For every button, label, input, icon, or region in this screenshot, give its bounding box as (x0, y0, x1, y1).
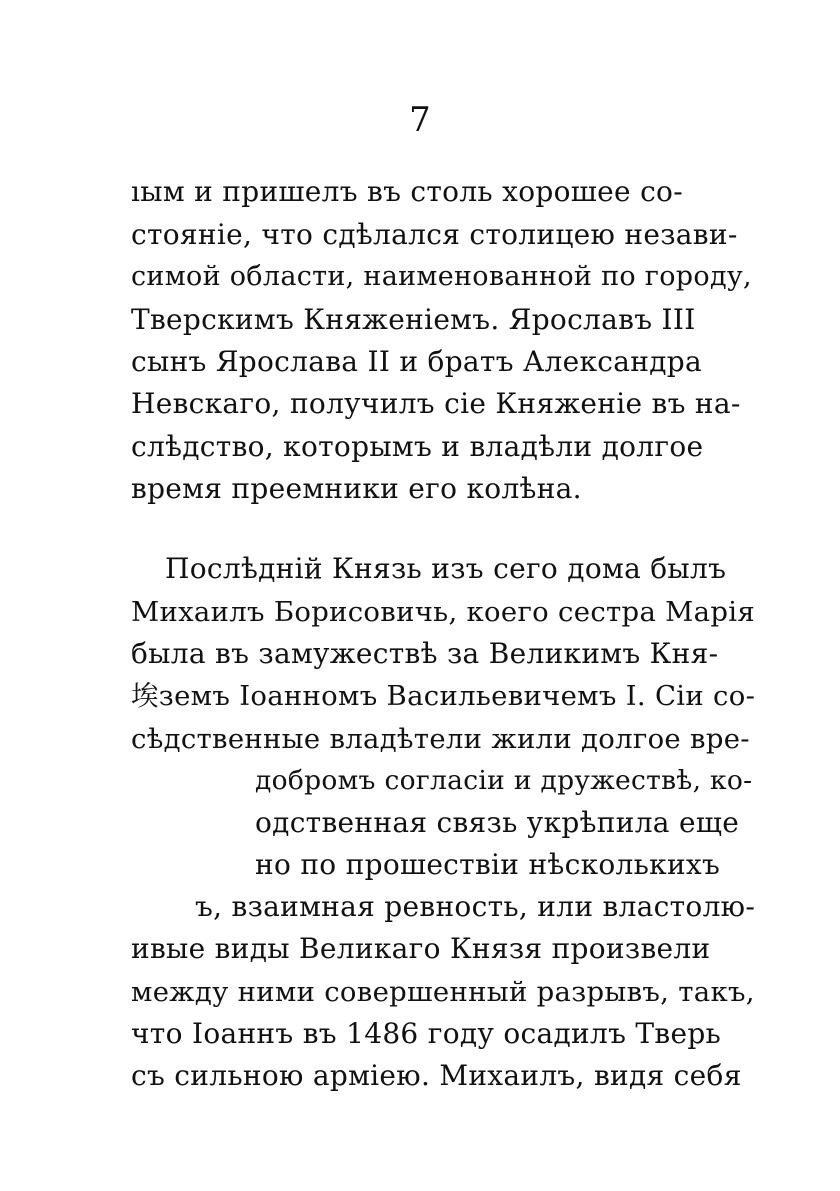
text-line: ıым и пришелъ въ столь хорошее со- (131, 175, 683, 208)
text-line: время преемники его колѣна. (131, 472, 582, 505)
text-line: Невскаго, получилъ сіе Княженіе въ на- (131, 387, 741, 420)
text-line: сѣдственные владѣтели жили долгое вре- (131, 723, 750, 755)
text-line: что Іоаннъ въ 1486 году осадилъ Тверь (131, 1017, 722, 1050)
text-line: Тверскимъ Княженіемъ. Ярославъ III (131, 303, 696, 336)
text-line: добромъ согласіи и дружествѣ, ко- (255, 765, 753, 796)
text-line: симой области, наименованной по городу, (131, 261, 752, 292)
page-number: 7 (409, 100, 431, 140)
text-line: одственная связь укрѣпила еще (255, 806, 740, 839)
text-line: съ сильною арміею. Михаилъ, видя себя (131, 1059, 742, 1092)
text-line: слѣдство, которымъ и владѣли долгое (131, 430, 704, 463)
text-line: стояніе, что сдѣлался столицею незави- (131, 218, 738, 251)
text-line: ивые виды Великаго Князя произвели (131, 932, 711, 965)
text-line: Послѣдній Князь изъ сего дома былъ (165, 552, 727, 585)
text-line: ъ, взаимная ревность, или властолю- (195, 890, 756, 923)
text-line: но по прошествіи нѣсколькихъ (255, 848, 721, 881)
text-line: сынъ Ярослава II и братъ Александра (131, 345, 702, 378)
text-line: 埃земъ Іоанномъ Васильевичемъ I. Сіи со- (131, 680, 756, 712)
text-line: Михаилъ Борисовичь, коего сестра Марія (131, 596, 755, 628)
text-line: была въ замужествѣ за Великимъ Кня- (131, 637, 719, 670)
text-line: между ними совершенный разрывъ, такъ, (131, 976, 755, 1008)
